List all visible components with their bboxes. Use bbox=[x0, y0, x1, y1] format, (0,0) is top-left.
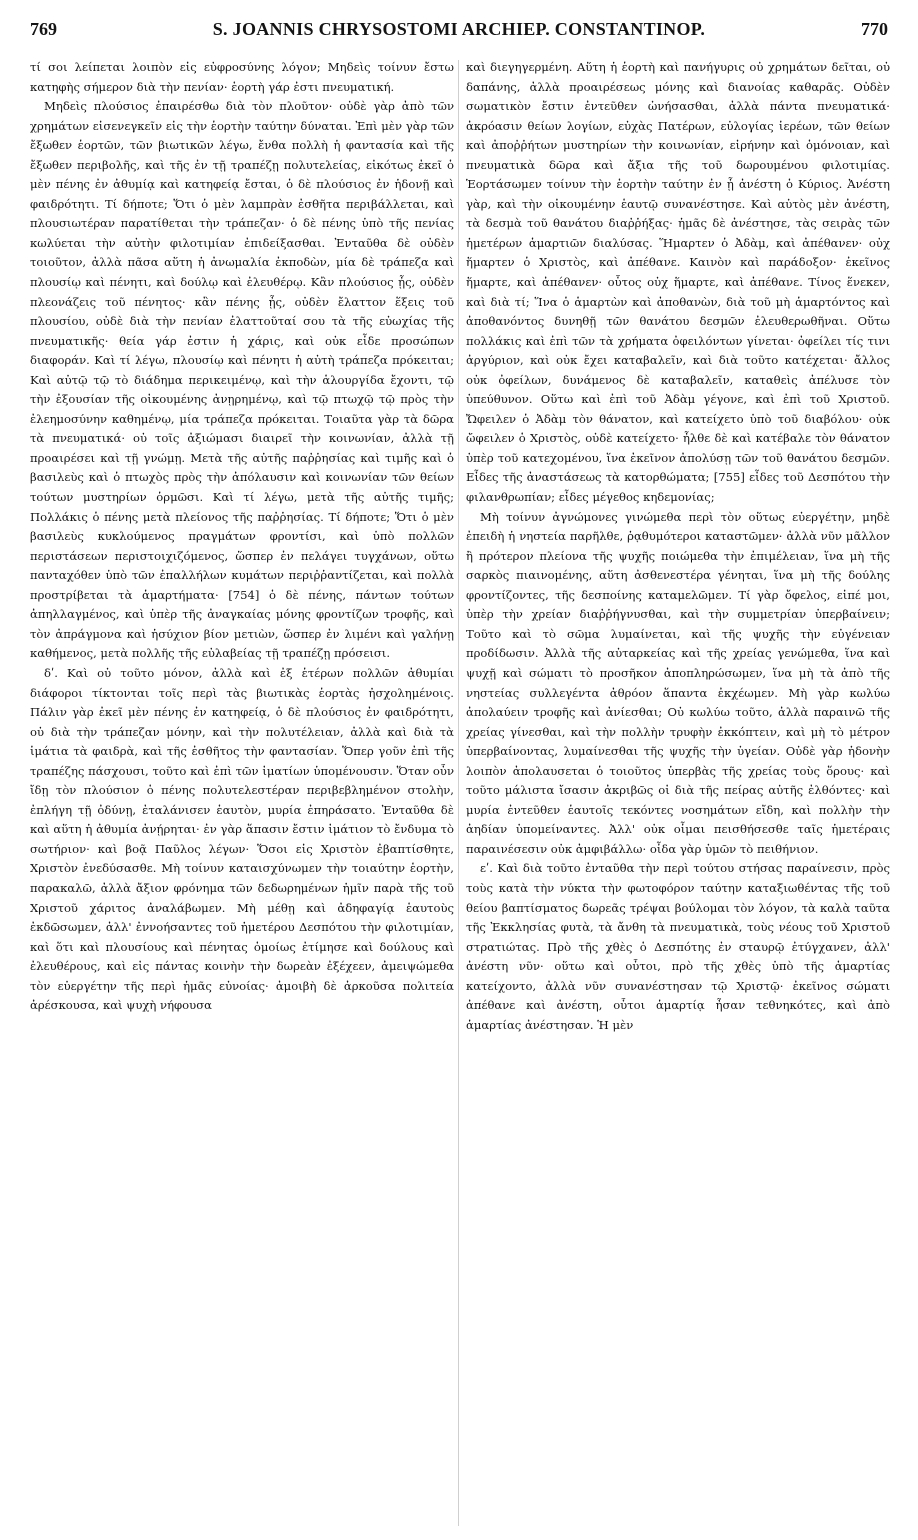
right-page-number: 770 bbox=[860, 18, 888, 39]
paragraph: Μὴ τοίνυν ἀγνώμονες γινώμεθα περὶ τὸν οὕτως εὐεργέτην, μηδὲ ἐπειδὴ ἡ νηστεία παρῆλθε, ῥᾳθυμότεροι καταστῶμεν· ἀλλὰ νῦν μᾶλλον ἢ πρότερον πλείονα τῆς ψυχῆς ποιώμεθα τὴν ἐπιμέλειαν, ἵνα μὴ τῆς σαρκὸς πιαινομένης, αὕτη ἀσθενεστέρα γένηται, ἵνα μὴ τῆς δούλης φροντίζοντες, τῆς δεσποίνης καταμελῶμεν. Τί γὰρ ὄφελος, εἰπέ μοι, ὑπὲρ τὴν χρείαν διαῤῥήγνυσθαι, καὶ τὴν συμμετρίαν ὑπερβαίνειν; Τοῦτο καὶ τὸ σῶμα λυμαίνεται, καὶ τῆς ψυχῆς τὴν εὐγένειαν προδίδωσιν. Ἀλλὰ τῆς αὐταρκείας καὶ τῆς χρείας γενώμεθα, ἵνα καὶ ψυχῇ καὶ σώματι τὸ προσῆκον ἀποπληρώσωμεν, ἵνα μὴ τὰ ἀπὸ τῆς νηστείας συλλεγέντα ἀθρόον ἅπαντα ἐκχέωμεν. Μὴ γὰρ κωλύω ἀπολαύειν τροφῆς καὶ ἀνίεσθαι; Οὐ κωλύω τοῦτο, ἀλλὰ παραινῶ τῆς χρείας γίνεσθαι, καὶ τὴν πολλὴν τρυφὴν ἐκκόπτειν, καὶ μὴ τὸ μέτρον ὑπερβαίνοντας, λυμαίνεσθαι τῆς ψυχῆς τὴν ὑγείαν. Οὐδὲ γὰρ ἡδονὴν λοιπὸν ἀπολαυσεται ὁ τοιοῦτος ὑπερβὰς τῆς χρείας τοὺς ὅρους· καὶ τοῦτο μάλιστα ἴσασιν ἀκριβῶς οἱ διὰ τῆς πείρας αὐτῆς ἐλθόντες· καὶ μυρία ἐντεῦθεν ἑαυτοῖς τεκόντες νοσημάτων εἴδη, καὶ πολλὴν τὴν ἀηδίαν ὑπομείναντες. Ἀλλ' οὐκ οἶμαι πεισθήσεσθε ταῖς ἡμετέραις παραινέσεσιν οὐκ ἀμφιβάλλω· οἶδα γὰρ ὑμῶν τὸ πειθήνιον. bbox=[466, 509, 890, 856]
paragraph: Μηδεὶς πλούσιος ἐπαιρέσθω διὰ τὸν πλοῦτον· οὐδὲ γὰρ ἀπὸ τῶν χρημάτων εἰσενεγκεῖν εἰς τὴν ἑορτὴν ταύτην δύναται. Ἐπὶ μὲν γὰρ τῶν ἔξωθεν ἑορτῶν, τῶν βιωτικῶν λέγω, ἔνθα πολλὴ ἡ φαντασία καὶ τῆς ἔξωθεν περιβολῆς, καὶ τῆς ἐν τῇ τραπέζῃ πολυτελείας, εἰκότως ἐκεῖ ὁ μὲν πένης ἐν ἀθυμίᾳ καὶ κατηφείᾳ ἔσται, ὁ δὲ πλούσιος ἐν ἡδονῇ καὶ φαιδρότητι. Τί δήποτε; Ὅτι ὁ μὲν λαμπρὰν ἐσθῆτα περιβάλλεται, καὶ πλουσιωτέραν παρατίθεται τὴν τράπεζαν· ὁ δὲ πένης ὑπὸ τῆς πενίας κωλύεται τὴν αὐτὴν φιλοτιμίαν ἐπιδείξασθαι. Ἐνταῦθα δὲ οὐδὲν τοιοῦτον, ἀλλὰ πᾶσα αὕτη ἡ ἀνωμαλία ἐκποδὼν, μία δὲ τράπεζα καὶ πλουσίῳ καὶ πένητι, καὶ δούλῳ καὶ ἐλευθέρῳ. Κἂν πλούσιος ᾖς, οὐδὲν πλεονάζεις τοῦ πένητος· κἂν πένης ᾖς, οὐδὲν ἔλαττον ἕξεις τοῦ πλουσίου, οὐδὲ διὰ τὴν πενίαν ἐλαττοῦταί σου τὰ τῆς εὐωχίας τῆς πνευματικῆς· θεία γάρ ἐστιν ἡ χάρις, καὶ οὐκ εἶδε προσώπων διαφοράν. Καὶ τί λέγω, πλουσίῳ καὶ πένητι ἡ αὐτὴ τράπεζα πρόκειται; Καὶ αὐτῷ τῷ τὸ διάδημα περικειμένῳ, καὶ τὴν ἁλουργίδα ἔχοντι, τῷ τὴν ἐξουσίαν τῆς οἰκουμένης ἀνῃρημένῳ, καὶ τῷ πτωχῷ τῷ πρὸς τὴν ἐλεημοσύνην καθημένῳ, μία τράπεζα πρόκειται. Τοιαῦτα γὰρ τὰ δῶρα τὰ πνευματικά· οὐ τοῖς ἀξιώμασι διαιρεῖ τὴν κοινωνίαν, ἀλλὰ τῇ προαιρέσει καὶ τῇ γνώμῃ. Μετὰ τῆς αὐτῆς παῤῥησίας καὶ τιμῆς καὶ ὁ βασιλεὺς καὶ ὁ πτωχὸς πρὸς τὴν ἀπόλαυσιν καὶ κοινωνίαν τῶν θείων τούτων μυστηρίων ὁρμῶσι. Καὶ τί λέγω, μετὰ τῆς αὐτῆς τιμῆς; Πολλάκις ὁ πένης μετὰ πλείονος τῆς παῤῥησίας. Τί δήποτε; Ὅτι ὁ μὲν βασιλεὺς κυκλούμενος πραγμάτων φροντίσι, καὶ ὑπὸ πολλῶν περιστάσεων περιστοιχιζόμενος, ὥσπερ ἐν πελάγει τυγχάνων, οὕτω πανταχόθεν ὑπὸ τῶν ἐπαλλήλων κυμάτων περιῤῥαντίζεται, καὶ πολλὰ προστρίβεται τὰ ἁμαρτήματα· [754] ὁ δὲ πένης, πάντων τούτων ἀπηλλαγμένος, καὶ ὑπὲρ τῆς ἀναγκαίας μόνης φροντίζων τροφῆς, καὶ τὸν ἀπράγμονα καὶ ἡσύχιον βίον μετιὼν, ὥσπερ ἐν λιμένι καὶ γαλήνῃ καθήμενος, μετὰ πολλῆς τῆς εὐλαβείας τῇ τραπέζῃ πρόσεισι. bbox=[30, 99, 454, 661]
paragraph: τί σοι λείπεται λοιπὸν εἰς εὐφροσύνης λόγον; Μηδεὶς τοίνυν ἔστω κατηφὴς σήμερον διὰ τὴν πενίαν· ἑορτὴ γάρ ἐστι πνευματική. bbox=[30, 60, 454, 94]
running-title: S. JOANNIS CHRYSOSTOMI ARCHIEP. CONSTANTINOP. bbox=[212, 18, 706, 39]
paragraph: καὶ διεγηγερμένη. Αὕτη ἡ ἑορτὴ καὶ πανήγυρις οὐ χρημάτων δεῖται, οὐ δαπάνης, ἀλλὰ προαιρέσεως μόνης καὶ διανοίας καθαρᾶς. Οὐδὲν σωματικὸν ἔστιν ἐντεῦθεν ὠνήσασθαι, ἀλλὰ πάντα πνευματικά· ἀκρόασιν θείων λογίων, εὐχὰς Πατέρων, εὐλογίας ἱερέων, τῶν θείων καὶ ἀποῤῥήτων μυστηρίων τὴν κοινωνίαν, εἰρήνην καὶ ὁμόνοιαν, καὶ πνευματικὰ δῶρα καὶ ἄξια τῆς τοῦ δωρουμένου φιλοτιμίας. Ἑορτάσωμεν τοίνυν τὴν ἑορτὴν ταύτην ἐν ᾗ ἀνέστη ὁ Κύριος. Ἀνέστη γὰρ, καὶ τὴν οἰκουμένην ἑαυτῷ συνανέστησε. Καὶ αὐτὸς μὲν ἀνέστη, τὰ δεσμὰ τοῦ θανάτου διαῤῥήξας· ἡμᾶς δὲ ἀνέστησε, τὰς σειρὰς τῶν ἡμετέρων ἁμαρτιῶν διαλύσας. Ἥμαρτεν ὁ Ἀδὰμ, καὶ ἀπέθανεν· οὐχ ἥμαρτεν ὁ Χριστὸς, καὶ ἀπέθανε. Καινὸν καὶ παράδοξον· ἐκεῖνος ἥμαρτε, καὶ ἀπέθανεν· οὗτος οὐχ ἥμαρτε, καὶ ἀπέθανε. Τίνος ἕνεκεν, καὶ διὰ τί; Ἵνα ὁ ἁμαρτὼν καὶ ἀποθανὼν, διὰ τοῦ μὴ ἁμαρτόντος καὶ ἀποθανόντος δυνηθῇ τῶν θανάτου δεσμῶν ἐλευθερωθῆναι. Οὕτω πολλάκις καὶ ἐπὶ τῶν τὰ χρήματα ὀφειλόντων γίνεται· ὀφείλει τίς τινι ἀργύριον, καὶ οὐκ ἔχει καταβαλεῖν, καὶ διὰ τοῦτο κατέχεται· ἄλλος οὐκ ὀφείλων, δυνάμενος δὲ καταβαλεῖν, καταθεὶς ἀπέλυσε τὸν ὑπεύθυνον. Οὕτω καὶ ἐπὶ τοῦ Ἀδὰμ γέγονε, καὶ ἐπὶ τοῦ Χριστοῦ. Ὤφειλεν ὁ Ἀδὰμ τὸν θάνατον, καὶ κατείχετο ὑπὸ τοῦ διαβόλου· οὐκ ὤφειλεν ὁ Χριστὸς, οὐδὲ κατείχετο· ἦλθε δὲ καὶ κατέβαλε τὸν θάνατον ὑπὲρ τοῦ κατεχομένου, ἵνα ἐκεῖνον ἀπολύσῃ τῶν τοῦ θανάτου δεσμῶν. Εἶδες τῆς ἀναστάσεως τὰ κατορθώματα; [755] εἶδες τοῦ Δεσπότου τὴν φιλανθρωπίαν; εἶδες μέγεθος κηδεμονίας; bbox=[466, 60, 890, 505]
running-header bbox=[30, 12, 888, 46]
column-divider bbox=[458, 60, 459, 1526]
left-text-column bbox=[30, 58, 454, 1528]
right-text-column bbox=[466, 58, 890, 1528]
left-page-number: 769 bbox=[30, 18, 57, 39]
paragraph: δʹ. Καὶ οὐ τοῦτο μόνον, ἀλλὰ καὶ ἐξ ἑτέρων πολλῶν ἀθυμίαι διάφοροι τίκτονται τοῖς περὶ τὰς βιωτικὰς ἑορτὰς ἠσχολημένοις. Πάλιν γὰρ ἐκεῖ μὲν πένης ἐν κατηφείᾳ, ὁ δὲ πλούσιος ἐν φαιδρότητι, οὐ διὰ τὴν τράπεζαν μόνην, καὶ τὴν πολυτέλειαν, ἀλλὰ καὶ διὰ τὰ ἱμάτια τὰ φαιδρὰ, καὶ τῆς ἐσθῆτος τὴν φαντασίαν. Ὅπερ γοῦν ἐπὶ τῆς τραπέζης πάσχουσι, τοῦτο καὶ ἐπὶ τῶν ἱματίων ὑπομένουσιν. Ὅταν οὖν ἴδῃ τὸν πλούσιον ὁ πένης πολυτελεστέραν περιβεβλημένον στολὴν, ἐπλήγη τῇ ὀδύνῃ, ἐταλάνισεν ἑαυτὸν, μυρία ἐπηράσατο. Ἐνταῦθα δὲ καὶ αὕτη ἡ ἀθυμία ἀνῄρηται· ἐν γὰρ ἅπασιν ἔστιν ἱμάτιον τὸ ἔνδυμα τὸ σωτήριον· καὶ βοᾷ Παῦλος λέγων· Ὅσοι εἰς Χριστὸν ἐβαπτίσθητε, Χριστὸν ἐνεδύσασθε. Μὴ τοίνυν καταισχύνωμεν τὴν τοιαύτην ἑορτὴν, παρακαλῶ, ἀλλὰ ἄξιον φρόνημα τῶν δεδωρημένων ἡμῖν παρὰ τῆς τοῦ Χριστοῦ χάριτος ἀναλάβωμεν. Μὴ μέθῃ καὶ ἀδηφαγίᾳ ἑαυτοὺς ἐκδῶσωμεν, ἀλλ' ἐννοήσαντες τοῦ ἡμετέρου Δεσπότου τὴν φιλοτιμίαν, καὶ ὅτι καὶ πλουσίους καὶ πένητας ὁμοίως ἐτίμησε καὶ δούλους καὶ ἐλευθέρους, καὶ εἰς πάντας κοινὴν τὴν δωρεὰν ἐξέχεεν, ἀμειψώμεθα τὸν εὐεργέτην τῆς περὶ ἡμᾶς εὐνοίας· ἀμοιβὴ δὲ ἀρκοῦσα πολιτεία ἀρέσκουσα, καὶ ψυχὴ νήφουσα bbox=[30, 665, 454, 1013]
paragraph: εʹ. Καὶ διὰ τοῦτο ἐνταῦθα τὴν περὶ τούτου στήσας παραίνεσιν, πρὸς τοὺς κατὰ τὴν νύκτα τὴν φωτοφόρον ταύτην καταξιωθέντας τῆς τοῦ θείου βαπτίσματος δωρεᾶς τρέψαι βούλομαι τὸν λόγον, τὰ καλὰ ταῦτα τῆς Ἐκκλησίας φυτὰ, τὰ ἄνθη τὰ πνευματικὰ, τοὺς νέους τοῦ Χριστοῦ στρατιώτας. Πρὸ τῆς χθὲς ὁ Δεσπότης ἐν σταυρῷ ἐτύγχανεν, ἀλλ' ἀνέστη νῦν· οὕτω καὶ οὗτοι, πρὸ τῆς χθὲς ὑπὸ τῆς ἁμαρτίας κατείχοντο, ἀλλὰ νῦν συνανέστησαν τῷ Χριστῷ· ἐκεῖνος σώματι ἀπέθανε καὶ ἀνέστη, οὗτοι ἁμαρτίᾳ ἦσαν τεθνηκότες, καὶ ἀπὸ ἁμαρτίας ἀνέστησαν. Ἡ μὲν bbox=[466, 861, 890, 1032]
